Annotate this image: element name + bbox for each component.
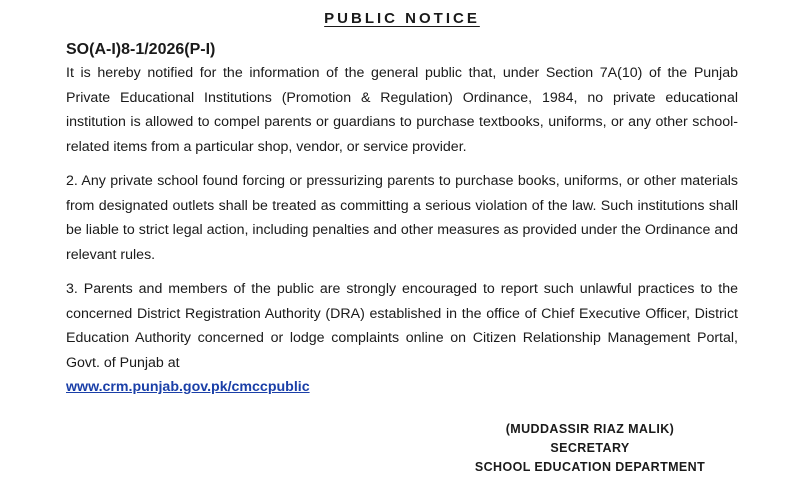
paragraph-3-text: 3. Parents and members of the public are strongly encouraged to report such unlawful practices to the concerned District Registration Authority (DRA) established in the office of Chief Executive Officer, District Education Authority concerned or lodge complaints online on Citizen Relationship Management Portal, Govt. of Punjab at bbox=[66, 281, 738, 371]
crm-portal-link[interactable]: www.crm.punjab.gov.pk/cmccpublic bbox=[66, 379, 310, 395]
signature-block bbox=[440, 420, 740, 477]
paragraph-1: It is hereby notified for the information of the general public that, under Section 7A(10) of the Punjab Private Educational Institutions (Promotion & Regulation) Ordinance, 1984, no private educational institution is allowed to compel parents or guardians to purchase textbooks, uniforms, or any other school-related items from a particular shop, vendor, or service provider. bbox=[66, 65, 738, 155]
notice-title: PUBLIC NOTICE bbox=[324, 10, 480, 27]
signatory-name: (MUDDASSIR RIAZ MALIK) bbox=[505, 422, 675, 436]
notice-reference: SO(A-I)8-1/2026(P-I) bbox=[66, 41, 216, 58]
paragraph-3 bbox=[66, 277, 738, 400]
paragraph-2: 2. Any private school found forcing or pressurizing parents to purchase books, uniforms, or other materials from designated outlets shall be treated as committing a serious violation of the law. Such institutions shall be liable to strict legal action, including penalties and other measures as provided under the Ordinance and relevant rules. bbox=[66, 173, 738, 263]
signatory-department: SCHOOL EDUCATION DEPARTMENT bbox=[474, 460, 706, 474]
signatory-designation: SECRETARY bbox=[550, 441, 630, 455]
